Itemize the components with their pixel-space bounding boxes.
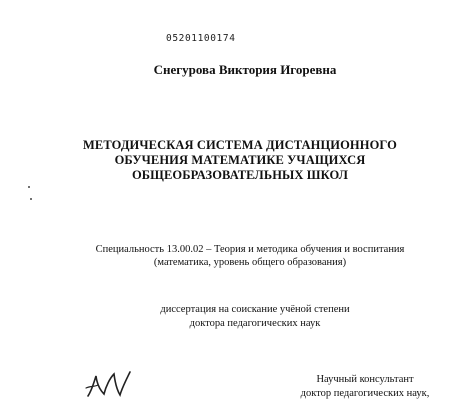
advisor-line: доктор педагогических наук, <box>300 388 430 399</box>
degree-line: доктора педагогических наук <box>189 318 321 329</box>
degree-line: диссертация на соискание учёной степени <box>160 304 350 315</box>
author-name: Снегурова Виктория Игоревна <box>153 62 337 77</box>
degree-block <box>140 303 370 331</box>
specialty-line: Специальность 13.00.02 – Теория и методика обучения и воспитания <box>95 244 405 255</box>
advisor-block <box>270 373 450 400</box>
specialty-line: (математика, уровень общего образования) <box>153 257 347 268</box>
scan-speck <box>30 198 32 200</box>
specialty-block <box>60 243 440 269</box>
advisor-line: Научный консультант <box>316 374 414 385</box>
title-line: МЕТОДИЧЕСКАЯ СИСТЕМА ДИСТАНЦИОННОГО <box>83 138 397 152</box>
title-line: ОБУЧЕНИЯ МАТЕМАТИКЕ УЧАЩИХСЯ <box>114 153 366 167</box>
handwritten-signature <box>84 368 132 400</box>
document-code: 05201100174 <box>166 33 236 44</box>
dissertation-title <box>60 138 420 183</box>
title-line: ОБЩЕОБРАЗОВАТЕЛЬНЫХ ШКОЛ <box>131 168 349 182</box>
scan-speck <box>28 186 30 188</box>
